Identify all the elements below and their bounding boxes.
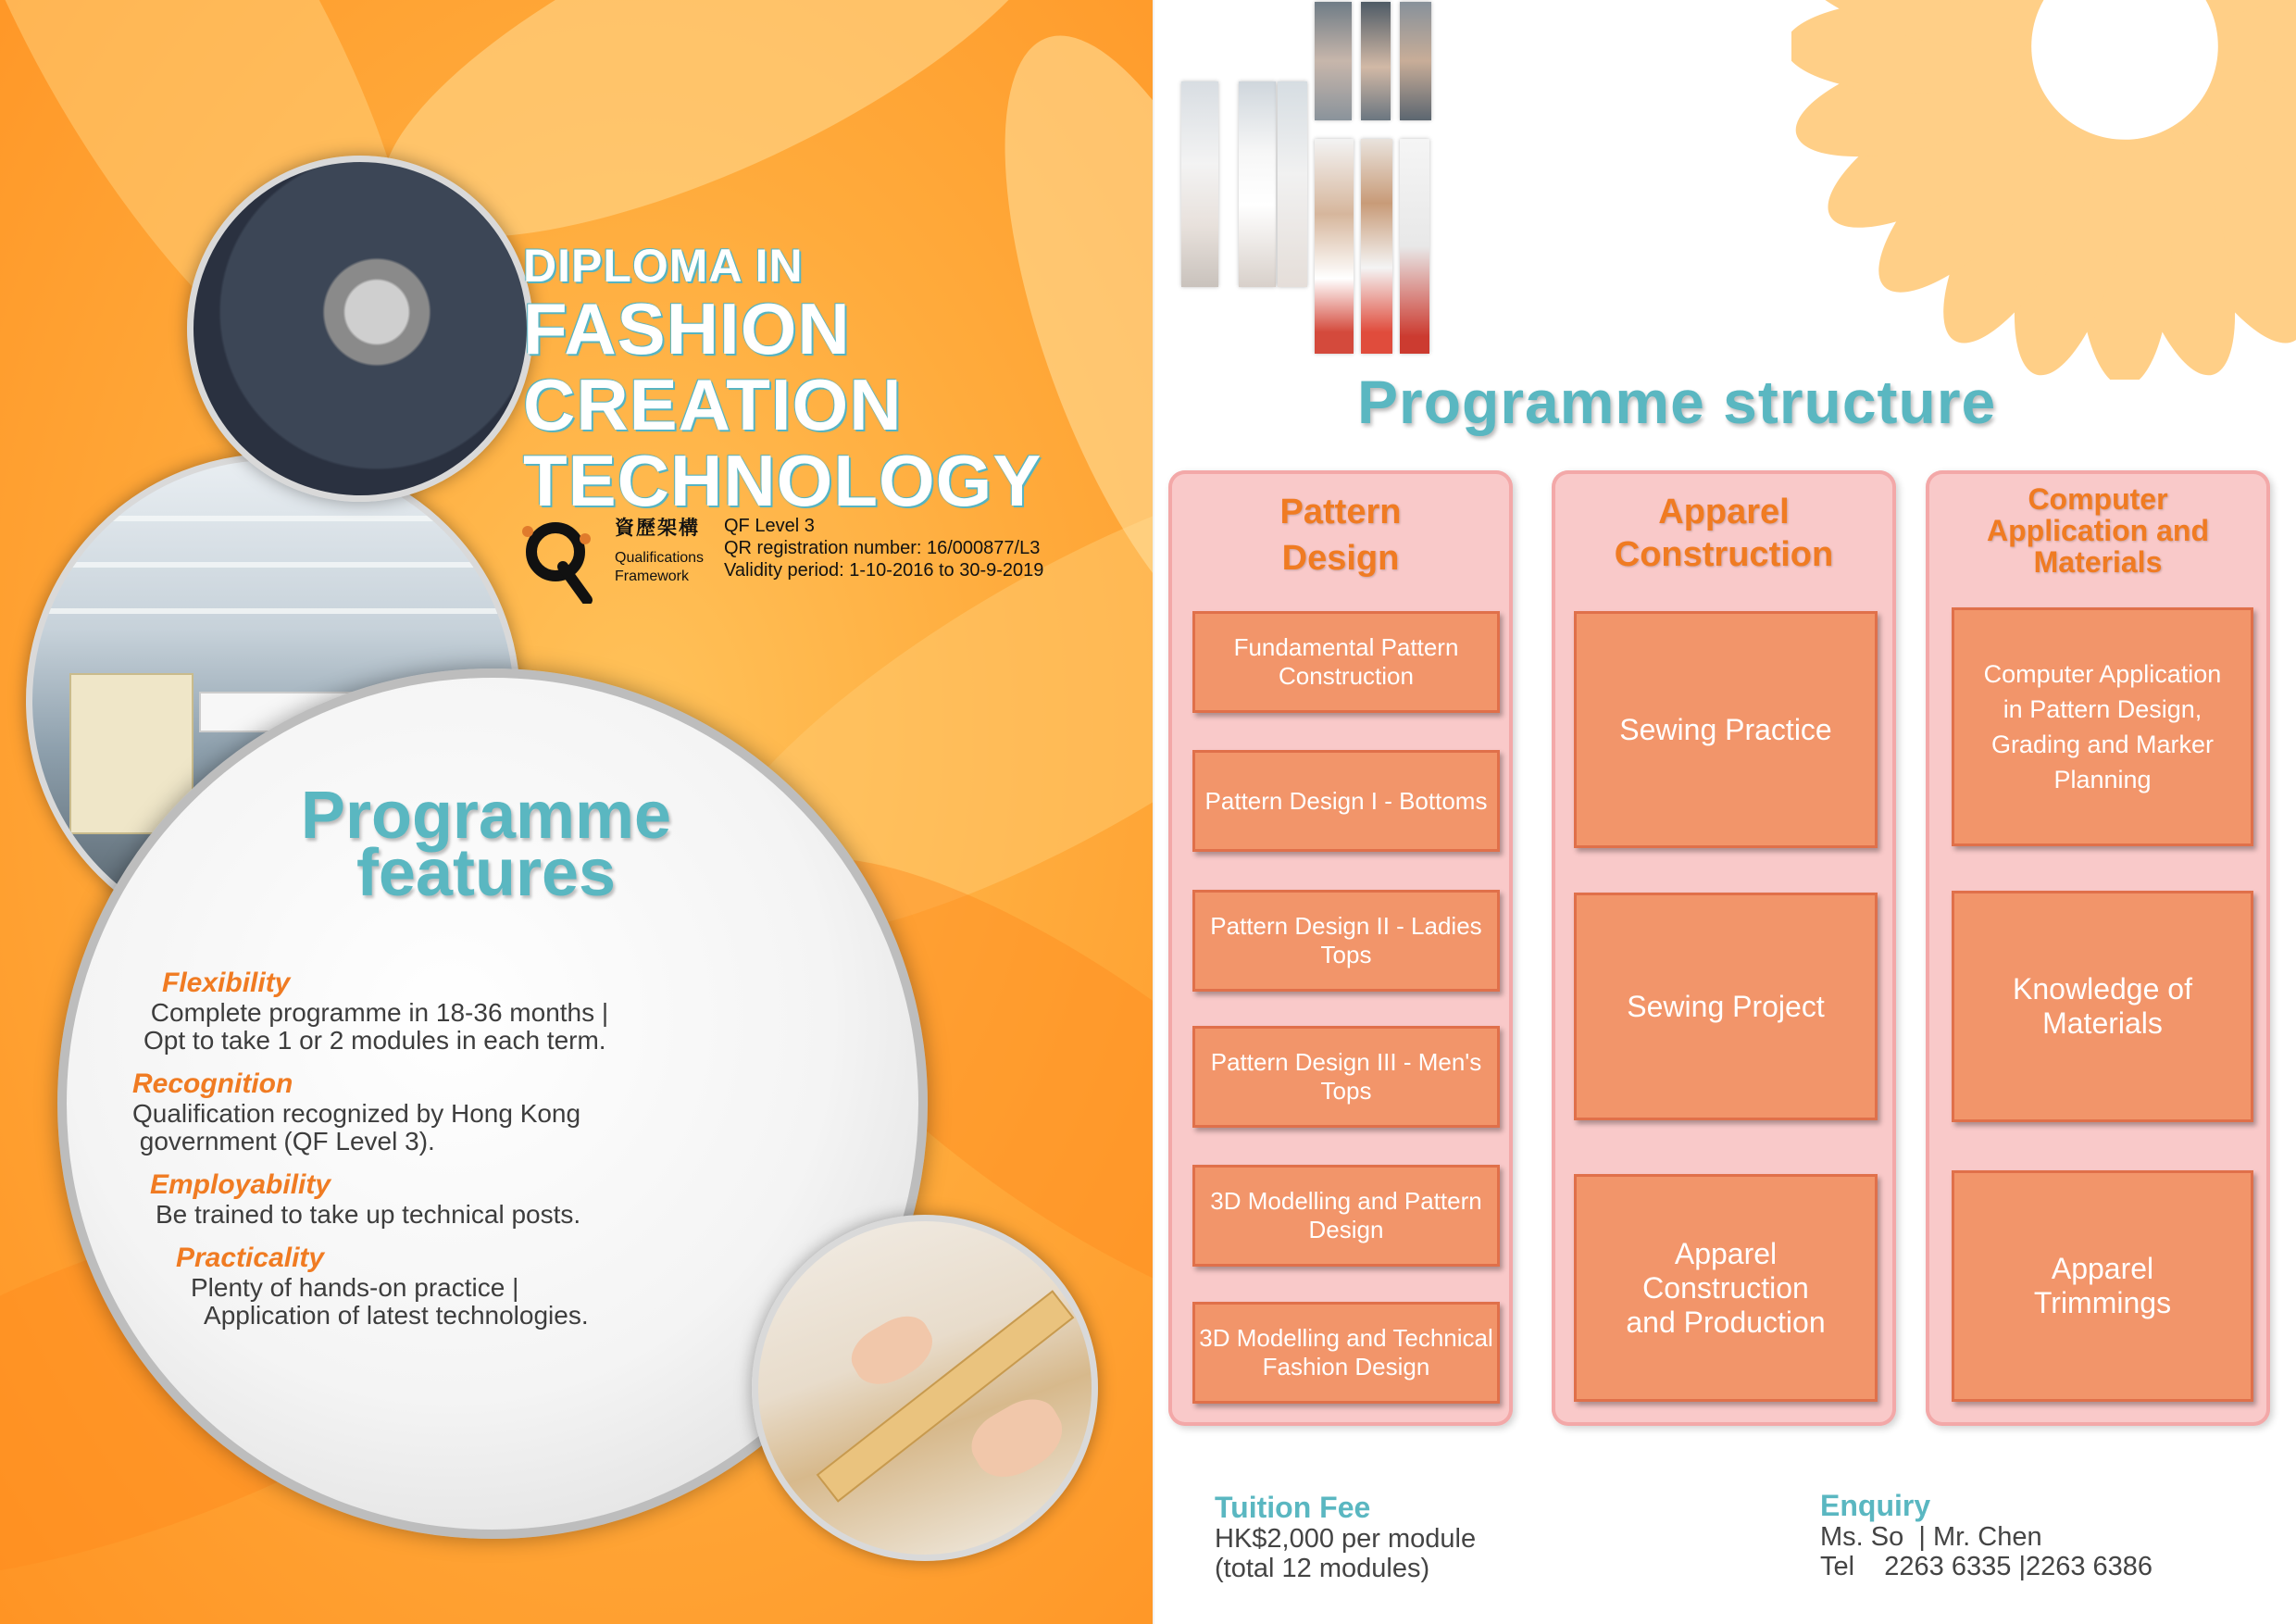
features-title: [167, 779, 805, 910]
tuition-body: [1215, 1524, 1476, 1583]
feature-heading: Recognition: [132, 1068, 293, 1099]
feature-body: Qualification recognized by Hong Kong government (QF Level 3).: [132, 1099, 581, 1156]
panel-divider: [1153, 0, 1154, 1624]
qf-logo-icon: [515, 511, 598, 604]
column-heading-line: Apparel: [1658, 493, 1790, 531]
hands-sewing-photo-strip: [1361, 2, 1391, 120]
column-computer-application: [1926, 470, 2270, 1426]
feature-body: Plenty of hands-on practice | Application of latest technologies.: [191, 1273, 589, 1330]
module-box: Pattern Design II - Ladies Tops: [1192, 890, 1500, 992]
student-sewing-photo-strip: [1361, 139, 1392, 354]
sewing-machine-photo: [187, 156, 533, 502]
feature-body: Complete programme in 18-36 months | Opt to take 1 or 2 modules in each term.: [144, 998, 609, 1055]
column-heading: [1168, 489, 1513, 581]
features-title-line-1: Programme: [300, 779, 672, 853]
column-heading: [1926, 483, 2270, 578]
qf-registration: QR registration number: 16/000877/L3: [724, 538, 1041, 558]
title-line-2: FASHION: [523, 288, 851, 369]
title-line-1: DIPLOMA IN: [523, 240, 804, 292]
module-box: Apparel Construction and Production: [1574, 1174, 1878, 1402]
module-box: Fundamental Pattern Construction: [1192, 611, 1500, 713]
feature-heading: Flexibility: [162, 968, 291, 998]
structure-title: Programme structure: [1357, 368, 1997, 436]
qf-english-name-1: Qualifications: [615, 550, 705, 566]
feature-practicality: [176, 1243, 589, 1330]
feature-heading: Employability: [150, 1169, 331, 1200]
feature-heading: Practicality: [176, 1243, 325, 1273]
hands-sewing-photo-strip: [1400, 2, 1431, 120]
qf-level: QF Level 3: [724, 516, 815, 536]
pattern-drafting-photo: [752, 1215, 1098, 1561]
qf-validity: Validity period: 1-10-2016 to 30-9-2019: [724, 560, 1044, 581]
column-heading-line: Application and: [1987, 514, 2209, 547]
features-title-line-2: features: [356, 836, 617, 910]
column-heading-line: Design: [1281, 539, 1400, 578]
column-heading: [1552, 491, 1896, 576]
column-heading-line: Construction: [1614, 535, 1834, 574]
enquiry-contacts: Ms. So | Mr. Chen: [1820, 1522, 2042, 1552]
module-box: 3D Modelling and Pattern Design: [1192, 1165, 1500, 1267]
sunflower-decoration: [1791, 0, 2296, 380]
module-box: Knowledge of Materials: [1952, 891, 2253, 1122]
module-box: 3D Modelling and Technical Fashion Design: [1192, 1302, 1500, 1404]
column-pattern-design: [1168, 470, 1513, 1426]
feature-recognition: [132, 1068, 580, 1156]
feature-employability: [150, 1169, 580, 1229]
column-heading-line: Materials: [2033, 545, 2163, 579]
title-line-4: TECHNOLOGY: [523, 440, 1042, 521]
module-box: Pattern Design III - Men's Tops: [1192, 1026, 1500, 1128]
column-heading-line: Computer: [2028, 482, 2168, 516]
tuition-heading: Tuition Fee: [1215, 1491, 1371, 1524]
tuition-line-2: (total 12 modules): [1215, 1554, 1430, 1583]
enquiry-body: [1820, 1522, 2152, 1581]
student-sewing-photo-strip: [1400, 139, 1429, 354]
enquiry-heading: Enquiry: [1820, 1489, 1931, 1522]
tuition-line-1: HK$2,000 per module: [1215, 1524, 1477, 1554]
hands-sewing-photo-strip: [1315, 2, 1352, 120]
programme-title: [523, 240, 1042, 521]
student-sewing-photo-strip: [1315, 139, 1354, 354]
dress-form-photo-strip: [1181, 81, 1218, 287]
dress-form-photo-strip: [1278, 81, 1307, 287]
column-heading-line: Pattern: [1279, 493, 1402, 531]
module-box: Sewing Project: [1574, 893, 1878, 1120]
qf-english-name-2: Framework: [615, 568, 690, 584]
qf-chinese-name: 資歷架構: [615, 518, 700, 539]
module-box: Pattern Design I - Bottoms: [1192, 750, 1500, 852]
qf-block: [515, 511, 1126, 613]
module-box: Computer Application in Pattern Design, Grading and Marker Planning: [1952, 607, 2253, 846]
dress-form-photo-strip: [1239, 81, 1276, 287]
module-box: Sewing Practice: [1574, 611, 1878, 848]
title-line-3: CREATION: [523, 364, 903, 445]
feature-body: Be trained to take up technical posts.: [156, 1200, 581, 1229]
enquiry-phone: Tel 2263 6335 |2263 6386: [1820, 1552, 2153, 1581]
qf-info: [724, 515, 1043, 581]
feature-flexibility: [144, 968, 608, 1055]
module-box: Apparel Trimmings: [1952, 1170, 2253, 1402]
column-apparel-construction: [1552, 470, 1896, 1426]
